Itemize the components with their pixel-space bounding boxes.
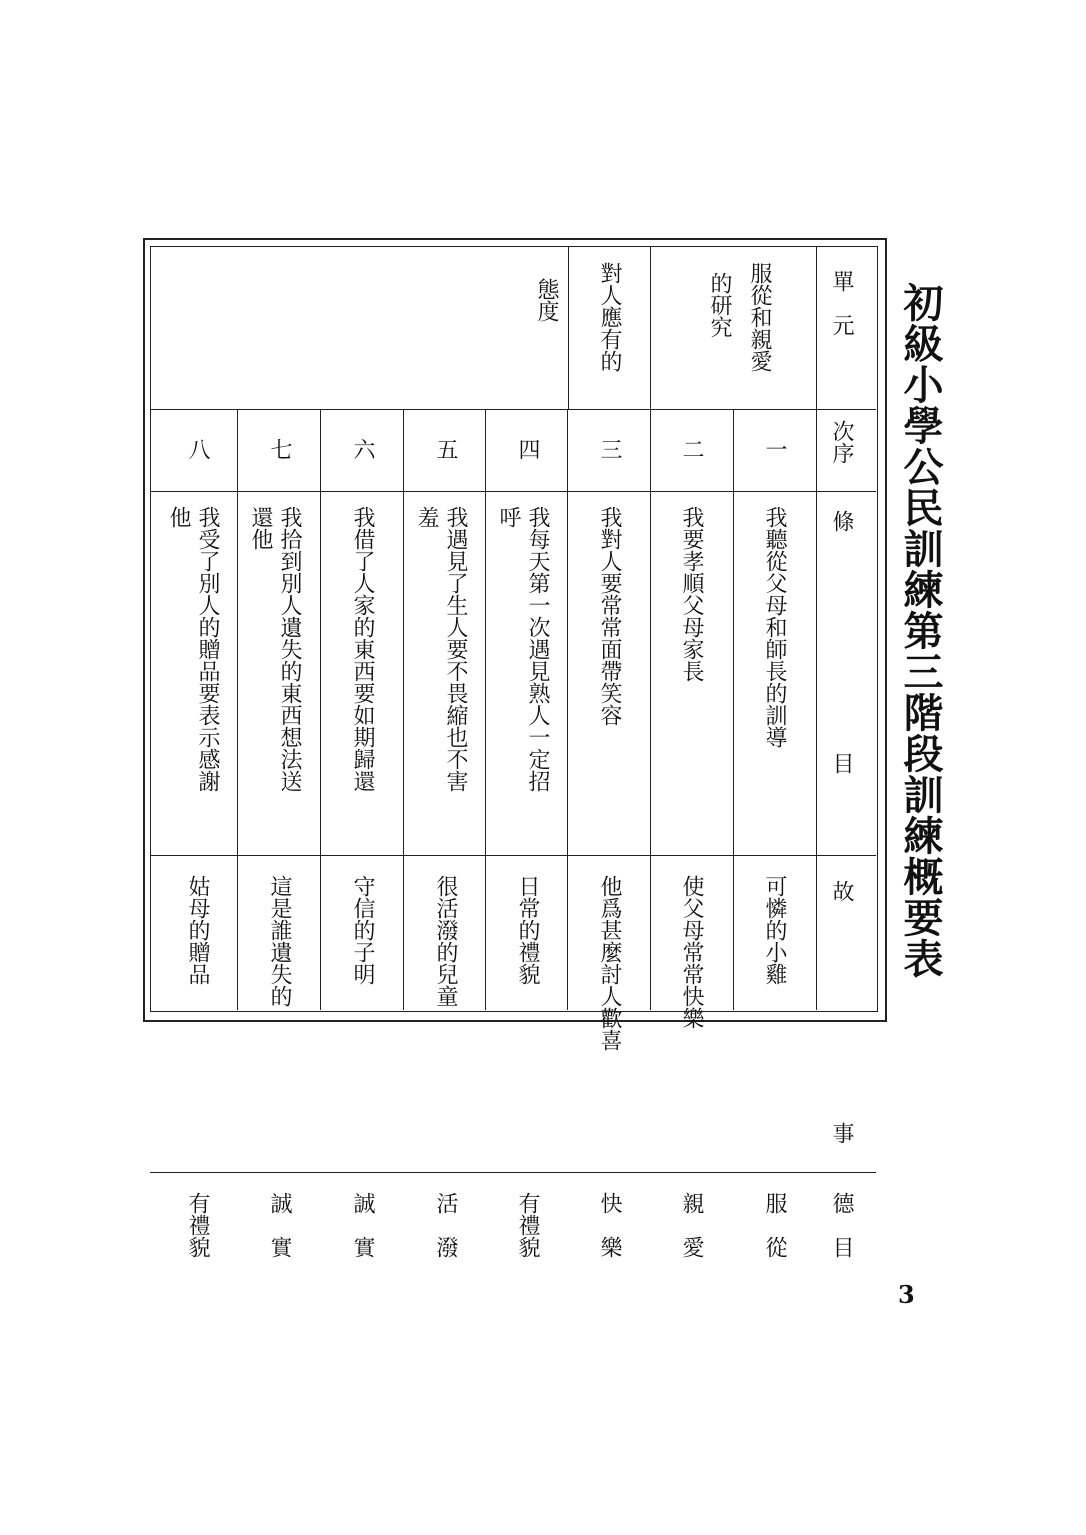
row-5-virtue: 活 潑: [433, 1192, 458, 1258]
row-3-story: 他爲甚麼討人歡喜: [597, 875, 622, 1051]
row-5-story: 很活潑的兒童: [433, 875, 458, 1007]
row-divider-6: [320, 409, 321, 1010]
row-5-order: 五: [433, 438, 458, 460]
row-4-item-cont: 呼: [496, 506, 521, 528]
unit-divider-2: [568, 246, 569, 410]
row-8-item-cont: 他: [166, 506, 191, 528]
unit-1-line2: 的研究: [707, 272, 732, 338]
row-3-item: 我對人要常常面帶笑容: [597, 506, 622, 726]
row-6-virtue: 誠 實: [350, 1192, 375, 1258]
row-8-virtue: 有禮貌: [185, 1192, 210, 1258]
row-1-order: 一: [762, 438, 787, 460]
row-1-item: 我聽從父母和師長的訓導: [762, 506, 787, 748]
header-virtue: 德 目: [829, 1192, 854, 1258]
row-4-item: 我每天第一次遇見熟人一定招: [525, 506, 550, 792]
story-row-divider: [150, 1172, 876, 1173]
unit-2-line1: 對人應有的: [597, 262, 622, 372]
unit-divider-1: [650, 246, 651, 410]
row-divider-2: [650, 409, 651, 1010]
row-2-item: 我要孝順父母家長: [679, 506, 704, 682]
row-5-item: 我遇見了生人要不畏縮也不害: [443, 506, 468, 792]
row-7-item: 我拾到別人遺失的東西想法送: [277, 506, 302, 792]
header-unit: 單 元: [829, 270, 854, 336]
row-8-story: 姑母的贈品: [185, 875, 210, 985]
row-2-order: 二: [679, 438, 704, 460]
item-row-divider: [150, 855, 876, 856]
row-1-virtue: 服 從: [762, 1192, 787, 1258]
page-number: 3: [898, 1280, 915, 1309]
row-7-story: 這是誰遺失的: [267, 875, 292, 1007]
row-3-virtue: 快 樂: [597, 1192, 622, 1258]
header-story: 故 事: [829, 880, 854, 1144]
row-4-order: 四: [515, 438, 540, 460]
row-8-order: 八: [185, 438, 210, 460]
row-4-virtue: 有禮貌: [515, 1192, 540, 1258]
header-column-divider: [816, 246, 817, 1010]
row-1-story: 可憐的小雞: [762, 875, 787, 985]
row-divider-4: [485, 409, 486, 1010]
unit-1-line1: 服從和親愛: [747, 262, 772, 372]
header-order: 次序: [829, 420, 854, 464]
row-2-virtue: 親 愛: [679, 1192, 704, 1258]
row-divider-7: [237, 409, 238, 1010]
row-6-item: 我借了人家的東西要如期歸還: [350, 506, 375, 792]
row-divider-3: [567, 409, 568, 1010]
row-7-order: 七: [267, 438, 292, 460]
row-7-item-cont: 還他: [248, 506, 273, 550]
page-title: 初級小學公民訓練第三階段訓練概要表: [897, 282, 944, 979]
row-3-order: 三: [597, 438, 622, 460]
row-7-virtue: 誠 實: [267, 1192, 292, 1258]
row-divider-1: [733, 409, 734, 1010]
row-5-item-cont: 羞: [414, 506, 439, 528]
unit-2-line2: 態度: [534, 278, 559, 322]
header-item: 條 目: [829, 510, 854, 774]
row-4-story: 日常的禮貌: [515, 875, 540, 985]
row-8-item: 我受了別人的贈品要表示感謝: [195, 506, 220, 792]
row-6-story: 守信的子明: [350, 875, 375, 985]
row-2-story: 使父母常常快樂: [679, 875, 704, 1029]
row-6-order: 六: [350, 438, 375, 460]
row-divider-5: [403, 409, 404, 1010]
order-row-divider: [150, 491, 876, 492]
unit-row-divider: [150, 409, 876, 410]
